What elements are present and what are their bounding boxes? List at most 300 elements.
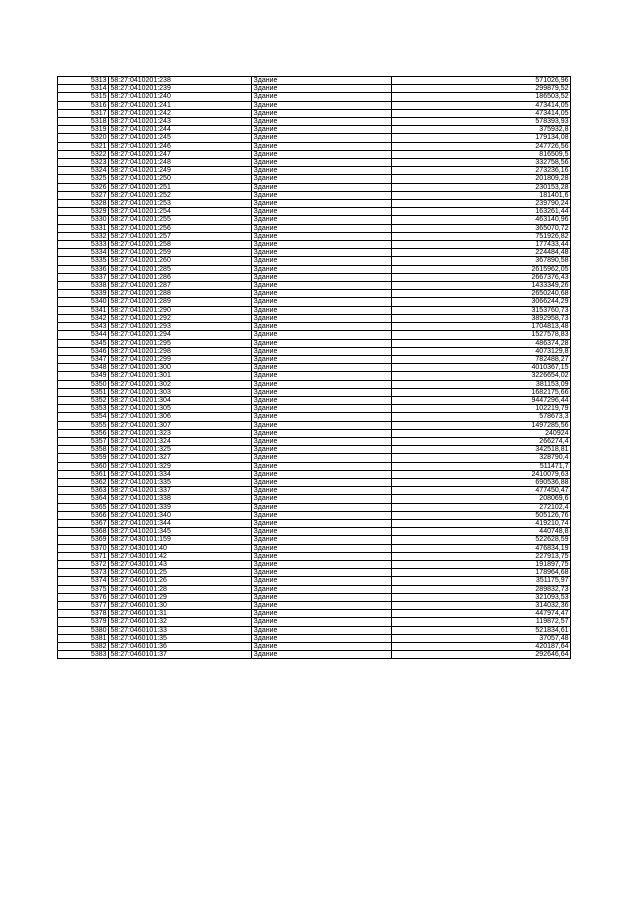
cadastral-number-cell: 58:27:0460101:36 (109, 643, 252, 651)
cadastral-value-cell: 177433,44 (392, 241, 571, 249)
cadastral-number-cell: 58:27:0410201:293 (109, 323, 252, 331)
cadastral-number-cell: 58:27:0460101:32 (109, 618, 252, 626)
object-type-cell: Здание (252, 610, 392, 618)
table-row (58, 142, 571, 150)
cadastral-value-cell: 367890,58 (392, 257, 571, 265)
row-number-cell: 5313 (58, 77, 109, 85)
table-row (58, 290, 571, 298)
cadastral-number-cell: 58:27:0410201:253 (109, 200, 252, 208)
cadastral-number-cell: 58:27:0410201:305 (109, 405, 252, 413)
cadastral-value-cell: 9447296,44 (392, 396, 571, 404)
row-number-cell: 5367 (58, 519, 109, 527)
cadastral-number-cell: 58:27:0430101:42 (109, 552, 252, 560)
row-number-cell: 5365 (58, 503, 109, 511)
cadastral-number-cell: 58:27:0410201:290 (109, 306, 252, 314)
row-number-cell: 5330 (58, 216, 109, 224)
object-type-cell: Здание (252, 241, 392, 249)
row-number-cell: 5336 (58, 265, 109, 273)
cadastral-value-cell: 292646,64 (392, 651, 571, 659)
cadastral-value-cell: 375932,8 (392, 126, 571, 134)
cadastral-number-cell: 58:27:0410201:340 (109, 511, 252, 519)
cadastral-value-cell: 505126,76 (392, 511, 571, 519)
object-type-cell: Здание (252, 643, 392, 651)
row-number-cell: 5383 (58, 651, 109, 659)
table-row (58, 454, 571, 462)
cadastral-number-cell: 58:27:0460101:28 (109, 585, 252, 593)
cadastral-number-cell: 58:27:0410201:247 (109, 150, 252, 158)
table-row (58, 380, 571, 388)
table-row (58, 528, 571, 536)
cadastral-number-cell: 58:27:0410201:289 (109, 298, 252, 306)
cadastral-value-cell: 178964,68 (392, 569, 571, 577)
object-type-cell: Здание (252, 150, 392, 158)
cadastral-number-cell: 58:27:0410201:301 (109, 372, 252, 380)
object-type-cell: Здание (252, 118, 392, 126)
cadastral-value-cell: 419210,74 (392, 519, 571, 527)
row-number-cell: 5329 (58, 208, 109, 216)
table-row (58, 552, 571, 560)
object-type-cell: Здание (252, 200, 392, 208)
cadastral-value-cell: 447974,47 (392, 610, 571, 618)
row-number-cell: 5318 (58, 118, 109, 126)
cadastral-value-cell: 272102,4 (392, 503, 571, 511)
cadastral-number-cell: 58:27:0410201:248 (109, 159, 252, 167)
cadastral-value-cell: 1682175,66 (392, 388, 571, 396)
cadastral-value-cell: 208069,6 (392, 495, 571, 503)
object-type-cell: Здание (252, 355, 392, 363)
row-number-cell: 5323 (58, 159, 109, 167)
row-number-cell: 5360 (58, 462, 109, 470)
cadastral-value-cell: 3153760,73 (392, 306, 571, 314)
cadastral-number-cell: 58:27:0460101:26 (109, 577, 252, 585)
row-number-cell: 5346 (58, 347, 109, 355)
table-row (58, 175, 571, 183)
cadastral-number-cell: 58:27:0410201:295 (109, 339, 252, 347)
cadastral-value-cell: 289832,73 (392, 585, 571, 593)
object-type-cell: Здание (252, 331, 392, 339)
table-row (58, 208, 571, 216)
table-row (58, 257, 571, 265)
table-row (58, 429, 571, 437)
table-row (58, 347, 571, 355)
row-number-cell: 5315 (58, 93, 109, 101)
table-row (58, 372, 571, 380)
cadastral-value-cell: 381153,09 (392, 380, 571, 388)
cadastral-value-cell: 230153,28 (392, 183, 571, 191)
table-row (58, 495, 571, 503)
cadastral-value-cell: 314032,36 (392, 602, 571, 610)
cadastral-value-cell: 578393,93 (392, 118, 571, 126)
object-type-cell: Здание (252, 109, 392, 117)
table-row (58, 388, 571, 396)
cadastral-number-cell: 58:27:0410201:287 (109, 282, 252, 290)
table-row (58, 273, 571, 281)
cadastral-value-cell: 521834,61 (392, 626, 571, 634)
table-row (58, 503, 571, 511)
cadastral-value-cell: 816509,5 (392, 150, 571, 158)
object-type-cell: Здание (252, 282, 392, 290)
table-row (58, 544, 571, 552)
row-number-cell: 5333 (58, 241, 109, 249)
object-type-cell: Здание (252, 183, 392, 191)
cadastral-value-cell: 266274,4 (392, 437, 571, 445)
object-type-cell: Здание (252, 560, 392, 568)
cadastral-value-cell: 4073129,8 (392, 347, 571, 355)
register-table-body (58, 77, 571, 659)
cadastral-number-cell: 58:27:0410201:327 (109, 454, 252, 462)
cadastral-number-cell: 58:27:0410201:329 (109, 462, 252, 470)
row-number-cell: 5335 (58, 257, 109, 265)
row-number-cell: 5338 (58, 282, 109, 290)
cadastral-value-cell: 186503,52 (392, 93, 571, 101)
cadastral-value-cell: 1433349,26 (392, 282, 571, 290)
row-number-cell: 5355 (58, 421, 109, 429)
row-number-cell: 5359 (58, 454, 109, 462)
table-row (58, 85, 571, 93)
table-row (58, 191, 571, 199)
object-type-cell: Здание (252, 511, 392, 519)
cadastral-value-cell: 2650240,68 (392, 290, 571, 298)
row-number-cell: 5322 (58, 150, 109, 158)
row-number-cell: 5347 (58, 355, 109, 363)
row-number-cell: 5368 (58, 528, 109, 536)
table-row (58, 610, 571, 618)
object-type-cell: Здание (252, 273, 392, 281)
table-row (58, 150, 571, 158)
row-number-cell: 5316 (58, 101, 109, 109)
table-row (58, 413, 571, 421)
object-type-cell: Здание (252, 396, 392, 404)
row-number-cell: 5350 (58, 380, 109, 388)
row-number-cell: 5342 (58, 314, 109, 322)
cadastral-value-cell: 420187,64 (392, 643, 571, 651)
object-type-cell: Здание (252, 429, 392, 437)
table-row (58, 593, 571, 601)
property-register-table (57, 76, 571, 659)
object-type-cell: Здание (252, 257, 392, 265)
cadastral-value-cell: 3892958,73 (392, 314, 571, 322)
object-type-cell: Здание (252, 232, 392, 240)
table-row (58, 355, 571, 363)
table-row (58, 183, 571, 191)
row-number-cell: 5380 (58, 626, 109, 634)
row-number-cell: 5339 (58, 290, 109, 298)
table-row (58, 651, 571, 659)
cadastral-number-cell: 58:27:0410201:244 (109, 126, 252, 134)
object-type-cell: Здание (252, 167, 392, 175)
table-row (58, 511, 571, 519)
cadastral-value-cell: 3066244,29 (392, 298, 571, 306)
row-number-cell: 5319 (58, 126, 109, 134)
cadastral-number-cell: 58:27:0410201:259 (109, 249, 252, 257)
cadastral-value-cell: 463140,96 (392, 216, 571, 224)
cadastral-value-cell: 224484,48 (392, 249, 571, 257)
table-row (58, 487, 571, 495)
cadastral-number-cell: 58:27:0410201:240 (109, 93, 252, 101)
cadastral-number-cell: 58:27:0410201:294 (109, 331, 252, 339)
cadastral-number-cell: 58:27:0410201:307 (109, 421, 252, 429)
table-row (58, 405, 571, 413)
table-row (58, 93, 571, 101)
table-row (58, 126, 571, 134)
row-number-cell: 5326 (58, 183, 109, 191)
cadastral-number-cell: 58:27:0410201:250 (109, 175, 252, 183)
row-number-cell: 5374 (58, 577, 109, 585)
table-row (58, 249, 571, 257)
cadastral-value-cell: 332758,56 (392, 159, 571, 167)
cadastral-number-cell: 58:27:0430101:43 (109, 560, 252, 568)
cadastral-number-cell: 58:27:0410201:288 (109, 290, 252, 298)
table-row (58, 298, 571, 306)
row-number-cell: 5325 (58, 175, 109, 183)
cadastral-number-cell: 58:27:0410201:256 (109, 224, 252, 232)
cadastral-number-cell: 58:27:0410201:286 (109, 273, 252, 281)
cadastral-value-cell: 440748,8 (392, 528, 571, 536)
row-number-cell: 5382 (58, 643, 109, 651)
table-row (58, 585, 571, 593)
table-row (58, 159, 571, 167)
cadastral-value-cell: 365070,72 (392, 224, 571, 232)
table-row (58, 167, 571, 175)
row-number-cell: 5348 (58, 364, 109, 372)
cadastral-number-cell: 58:27:0460101:25 (109, 569, 252, 577)
table-row (58, 519, 571, 527)
row-number-cell: 5344 (58, 331, 109, 339)
row-number-cell: 5354 (58, 413, 109, 421)
row-number-cell: 5331 (58, 224, 109, 232)
row-number-cell: 5363 (58, 487, 109, 495)
cadastral-value-cell: 782488,27 (392, 355, 571, 363)
table-row (58, 232, 571, 240)
cadastral-number-cell: 58:27:0410201:304 (109, 396, 252, 404)
cadastral-value-cell: 1497285,56 (392, 421, 571, 429)
cadastral-value-cell: 351175,97 (392, 577, 571, 585)
cadastral-value-cell: 273236,16 (392, 167, 571, 175)
cadastral-value-cell: 239790,24 (392, 200, 571, 208)
row-number-cell: 5345 (58, 339, 109, 347)
object-type-cell: Здание (252, 306, 392, 314)
cadastral-value-cell: 342518,81 (392, 446, 571, 454)
cadastral-number-cell: 58:27:0460101:31 (109, 610, 252, 618)
cadastral-number-cell: 58:27:0410201:249 (109, 167, 252, 175)
table-row (58, 339, 571, 347)
cadastral-number-cell: 58:27:0460101:33 (109, 626, 252, 634)
object-type-cell: Здание (252, 495, 392, 503)
table-row (58, 462, 571, 470)
cadastral-value-cell: 476834,19 (392, 544, 571, 552)
cadastral-number-cell: 58:27:0410201:299 (109, 355, 252, 363)
object-type-cell: Здание (252, 626, 392, 634)
cadastral-number-cell: 58:27:0410201:285 (109, 265, 252, 273)
row-number-cell: 5337 (58, 273, 109, 281)
table-row (58, 626, 571, 634)
object-type-cell: Здание (252, 470, 392, 478)
cadastral-number-cell: 58:27:0410201:246 (109, 142, 252, 150)
table-row (58, 569, 571, 577)
row-number-cell: 5369 (58, 536, 109, 544)
row-number-cell: 5373 (58, 569, 109, 577)
object-type-cell: Здание (252, 298, 392, 306)
cadastral-value-cell: 2615962,05 (392, 265, 571, 273)
object-type-cell: Здание (252, 593, 392, 601)
cadastral-value-cell: 522628,59 (392, 536, 571, 544)
cadastral-value-cell: 511471,7 (392, 462, 571, 470)
object-type-cell: Здание (252, 93, 392, 101)
cadastral-value-cell: 240924 (392, 429, 571, 437)
table-row (58, 446, 571, 454)
row-number-cell: 5356 (58, 429, 109, 437)
table-row (58, 265, 571, 273)
row-number-cell: 5381 (58, 634, 109, 642)
cadastral-number-cell: 58:27:0410201:345 (109, 528, 252, 536)
table-row (58, 602, 571, 610)
row-number-cell: 5379 (58, 618, 109, 626)
table-row (58, 643, 571, 651)
object-type-cell: Здание (252, 536, 392, 544)
object-type-cell: Здание (252, 380, 392, 388)
cadastral-value-cell: 751926,82 (392, 232, 571, 240)
object-type-cell: Здание (252, 77, 392, 85)
cadastral-value-cell: 163261,44 (392, 208, 571, 216)
table-row (58, 134, 571, 142)
table-row (58, 200, 571, 208)
cadastral-value-cell: 247726,56 (392, 142, 571, 150)
cadastral-number-cell: 58:27:0410201:338 (109, 495, 252, 503)
cadastral-value-cell: 477450,47 (392, 487, 571, 495)
row-number-cell: 5324 (58, 167, 109, 175)
object-type-cell: Здание (252, 585, 392, 593)
cadastral-number-cell: 58:27:0460101:35 (109, 634, 252, 642)
cadastral-number-cell: 58:27:0430101:159 (109, 536, 252, 544)
object-type-cell: Здание (252, 372, 392, 380)
table-row (58, 282, 571, 290)
object-type-cell: Здание (252, 528, 392, 536)
row-number-cell: 5357 (58, 437, 109, 445)
cadastral-value-cell: 2410079,63 (392, 470, 571, 478)
table-row (58, 364, 571, 372)
object-type-cell: Здание (252, 159, 392, 167)
row-number-cell: 5372 (58, 560, 109, 568)
row-number-cell: 5353 (58, 405, 109, 413)
object-type-cell: Здание (252, 249, 392, 257)
cadastral-number-cell: 58:27:0410201:339 (109, 503, 252, 511)
cadastral-number-cell: 58:27:0410201:306 (109, 413, 252, 421)
table-row (58, 101, 571, 109)
row-number-cell: 5340 (58, 298, 109, 306)
table-row (58, 77, 571, 85)
row-number-cell: 5327 (58, 191, 109, 199)
object-type-cell: Здание (252, 101, 392, 109)
row-number-cell: 5352 (58, 396, 109, 404)
object-type-cell: Здание (252, 126, 392, 134)
object-type-cell: Здание (252, 487, 392, 495)
row-number-cell: 5314 (58, 85, 109, 93)
object-type-cell: Здание (252, 446, 392, 454)
object-type-cell: Здание (252, 634, 392, 642)
row-number-cell: 5334 (58, 249, 109, 257)
cadastral-number-cell: 58:27:0410201:254 (109, 208, 252, 216)
cadastral-number-cell: 58:27:0410201:258 (109, 241, 252, 249)
cadastral-value-cell: 486374,28 (392, 339, 571, 347)
row-number-cell: 5328 (58, 200, 109, 208)
row-number-cell: 5362 (58, 478, 109, 486)
table-row (58, 478, 571, 486)
object-type-cell: Здание (252, 142, 392, 150)
cadastral-number-cell: 58:27:0410201:251 (109, 183, 252, 191)
cadastral-value-cell: 321093,53 (392, 593, 571, 601)
cadastral-number-cell: 58:27:0410201:257 (109, 232, 252, 240)
table-row (58, 560, 571, 568)
cadastral-number-cell: 58:27:0460101:37 (109, 651, 252, 659)
table-row (58, 109, 571, 117)
cadastral-value-cell: 181401,6 (392, 191, 571, 199)
table-row (58, 396, 571, 404)
row-number-cell: 5370 (58, 544, 109, 552)
object-type-cell: Здание (252, 618, 392, 626)
table-row (58, 577, 571, 585)
object-type-cell: Здание (252, 191, 392, 199)
row-number-cell: 5375 (58, 585, 109, 593)
row-number-cell: 5377 (58, 602, 109, 610)
row-number-cell: 5320 (58, 134, 109, 142)
row-number-cell: 5364 (58, 495, 109, 503)
cadastral-number-cell: 58:27:0410201:334 (109, 470, 252, 478)
cadastral-number-cell: 58:27:0410201:303 (109, 388, 252, 396)
object-type-cell: Здание (252, 388, 392, 396)
cadastral-value-cell: 102219,79 (392, 405, 571, 413)
row-number-cell: 5376 (58, 593, 109, 601)
object-type-cell: Здание (252, 478, 392, 486)
cadastral-number-cell: 58:27:0410201:325 (109, 446, 252, 454)
row-number-cell: 5343 (58, 323, 109, 331)
cadastral-value-cell: 578673,3 (392, 413, 571, 421)
object-type-cell: Здание (252, 216, 392, 224)
cadastral-value-cell: 179134,08 (392, 134, 571, 142)
cadastral-number-cell: 58:27:0460101:29 (109, 593, 252, 601)
table-row (58, 470, 571, 478)
row-number-cell: 5341 (58, 306, 109, 314)
cadastral-value-cell: 1704813,48 (392, 323, 571, 331)
cadastral-value-cell: 2667376,43 (392, 273, 571, 281)
cadastral-value-cell: 1527578,83 (392, 331, 571, 339)
cadastral-value-cell: 690536,88 (392, 478, 571, 486)
row-number-cell: 5321 (58, 142, 109, 150)
object-type-cell: Здание (252, 454, 392, 462)
table-row (58, 634, 571, 642)
cadastral-value-cell: 571026,96 (392, 77, 571, 85)
table-row (58, 118, 571, 126)
cadastral-value-cell: 227913,75 (392, 552, 571, 560)
table-row (58, 323, 571, 331)
cadastral-number-cell: 58:27:0410201:239 (109, 85, 252, 93)
object-type-cell: Здание (252, 85, 392, 93)
object-type-cell: Здание (252, 544, 392, 552)
cadastral-value-cell: 3226654,02 (392, 372, 571, 380)
cadastral-number-cell: 58:27:0410201:252 (109, 191, 252, 199)
object-type-cell: Здание (252, 364, 392, 372)
row-number-cell: 5317 (58, 109, 109, 117)
cadastral-number-cell: 58:27:0410201:344 (109, 519, 252, 527)
cadastral-number-cell: 58:27:0410201:300 (109, 364, 252, 372)
row-number-cell: 5371 (58, 552, 109, 560)
table-row (58, 216, 571, 224)
object-type-cell: Здание (252, 405, 392, 413)
cadastral-number-cell: 58:27:0410201:298 (109, 347, 252, 355)
object-type-cell: Здание (252, 577, 392, 585)
table-row (58, 241, 571, 249)
cadastral-value-cell: 4010367,15 (392, 364, 571, 372)
object-type-cell: Здание (252, 651, 392, 659)
